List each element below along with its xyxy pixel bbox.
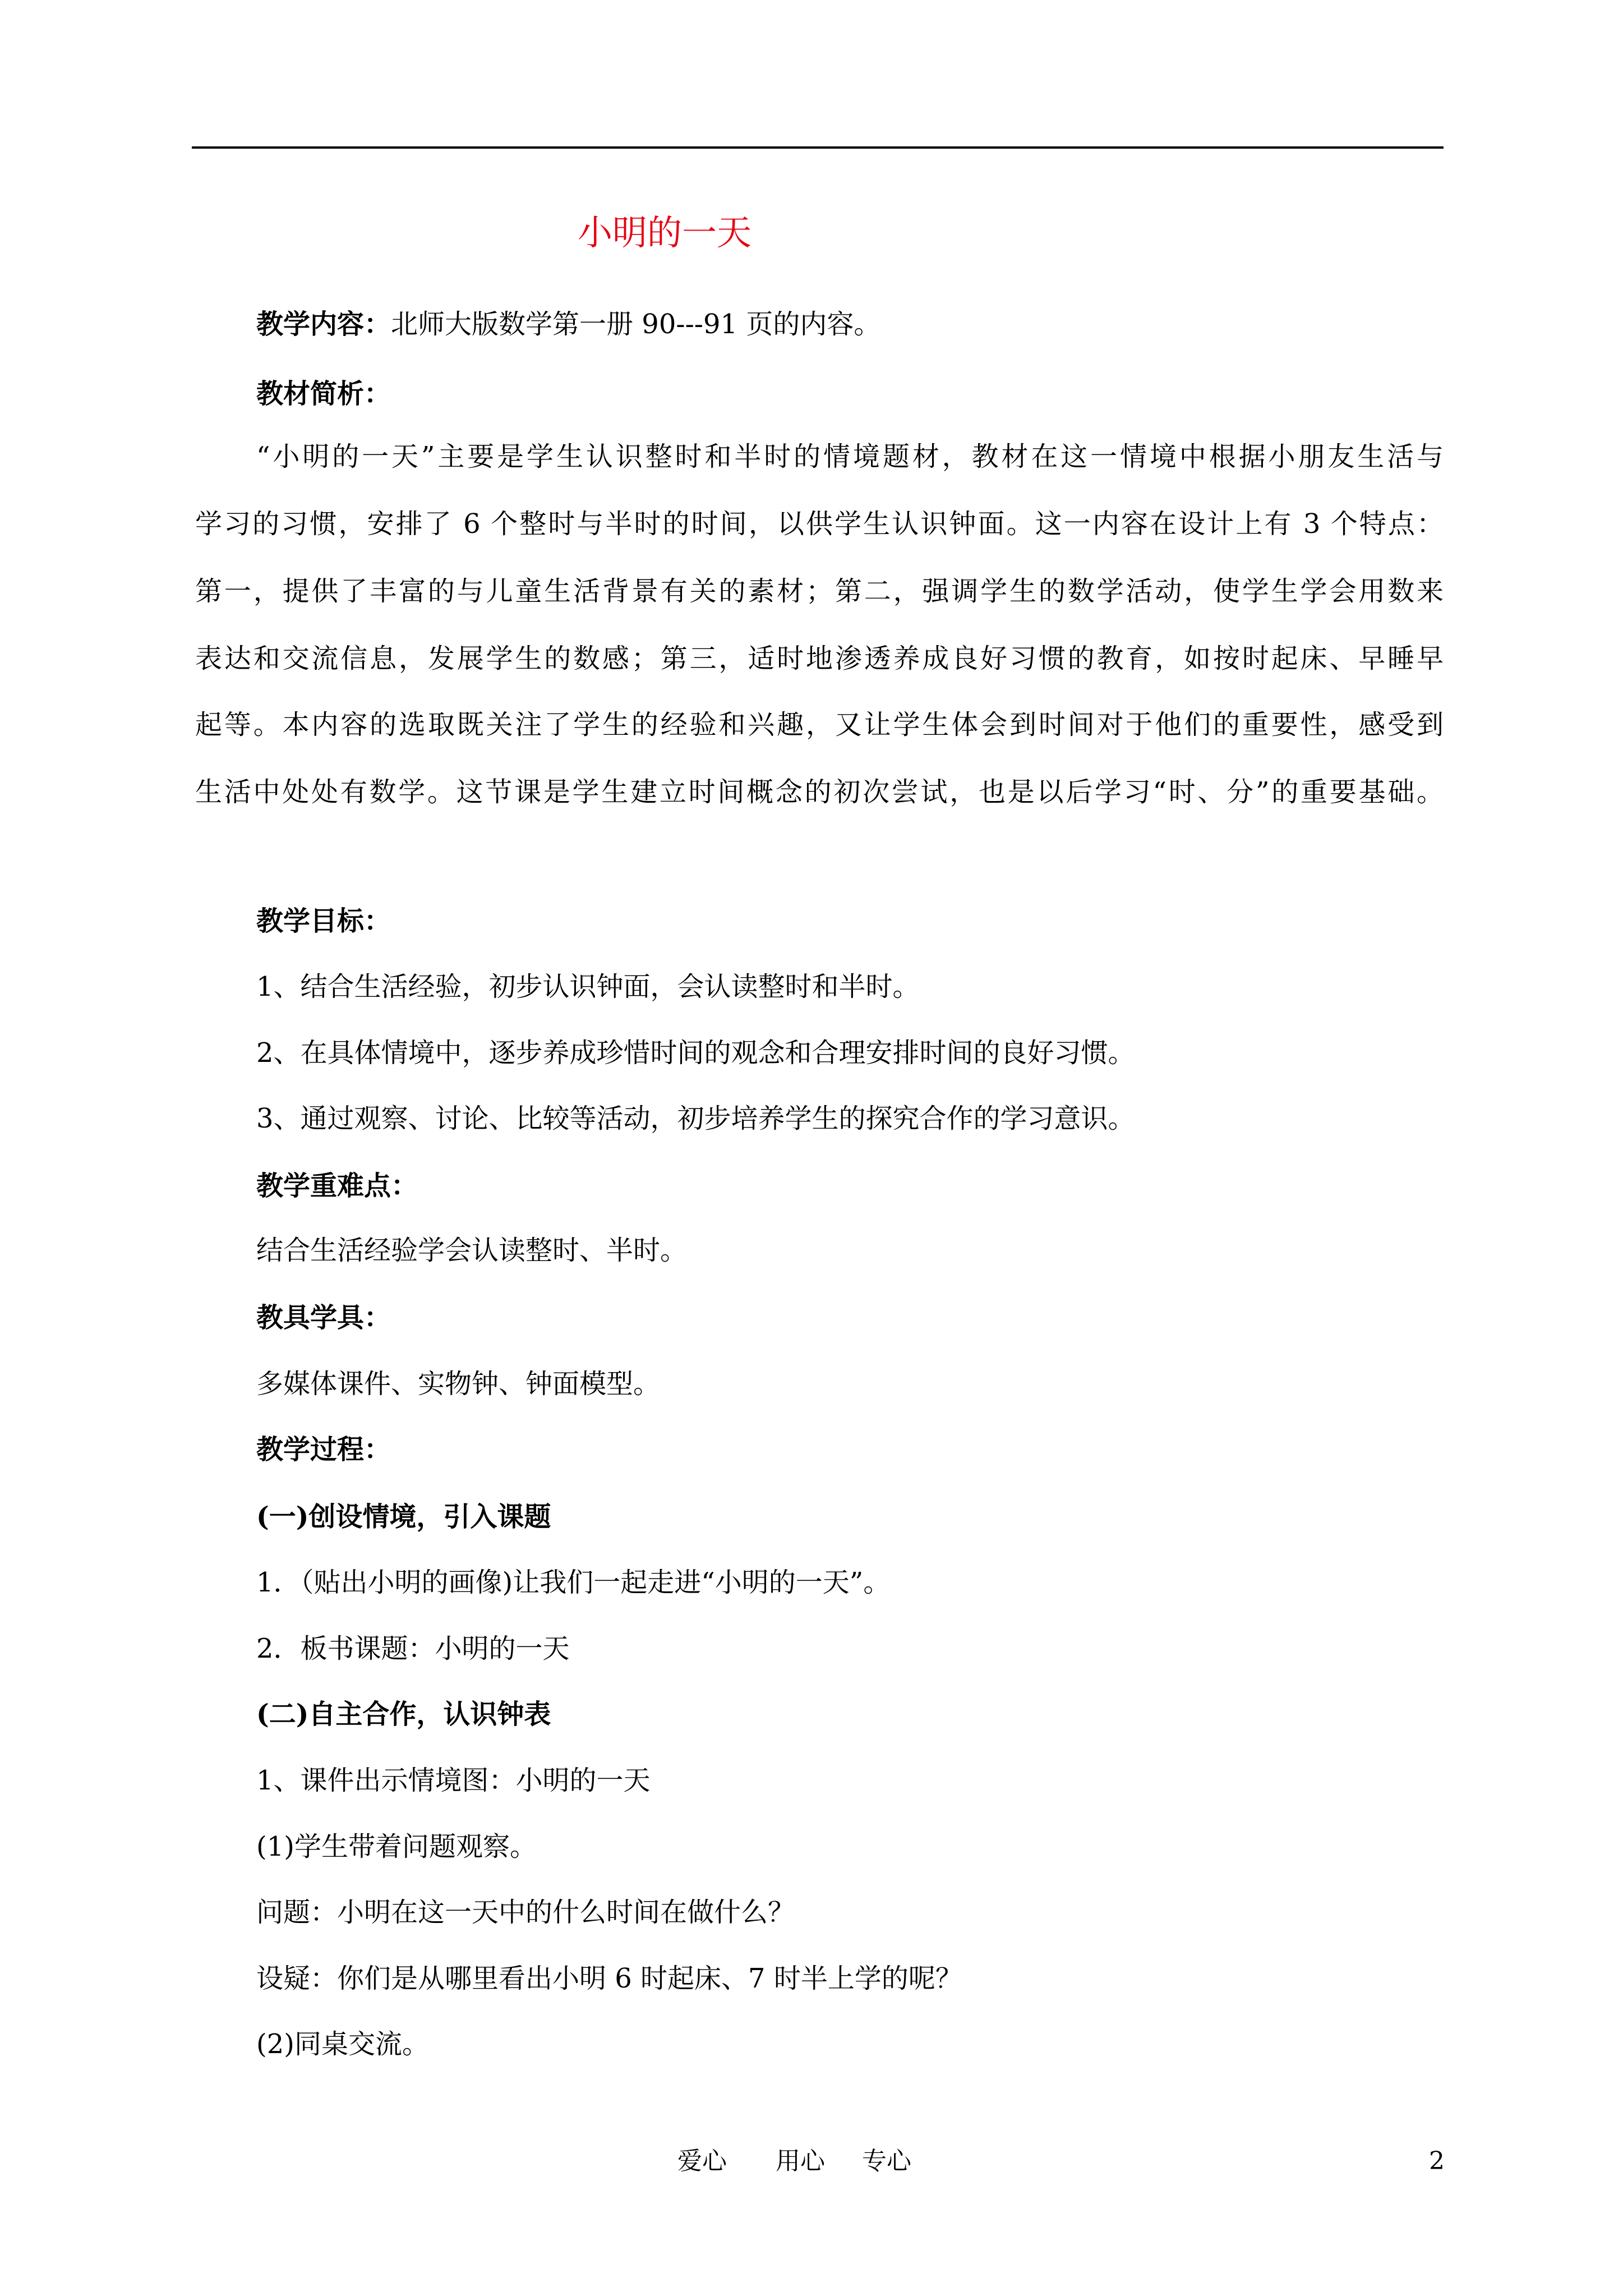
objective-3: 3、通过观察、讨论、比较等活动，初步培养学生的探究合作的学习意识。	[256, 1103, 1135, 1134]
material-analysis-label: 教材简析：	[256, 378, 391, 409]
footer-motto-1: 爱心	[677, 2147, 727, 2175]
teaching-content	[256, 311, 880, 338]
section-2-item-4: 设疑：你们是从哪里看出小明 6 时起床、7 时半上学的呢？	[256, 1963, 962, 1994]
objective-2: 2、在具体情境中，逐步养成珍惜时间的观念和合理安排时间的良好习惯。	[256, 1037, 1135, 1069]
page-number: 2	[1429, 2147, 1445, 2175]
section-2-item-3: 问题：小明在这一天中的什么时间在做什么？	[256, 1897, 795, 1928]
footer-motto-3: 专心	[862, 2147, 911, 2175]
tools-text: 多媒体课件、实物钟、钟面模型。	[256, 1368, 661, 1400]
process-label: 教学过程：	[256, 1434, 391, 1465]
section-2-item-2: (1)学生带着问题观察。	[256, 1831, 537, 1862]
analysis-line-6: 生活中处处有数学。这节课是学生建立时间概念的初次尝试，也是以后学习“时、分”的重要基础。	[195, 776, 1444, 808]
section-1-heading: (一)创设情境，引入课题	[256, 1501, 551, 1533]
analysis-line-2: 学习的习惯，安排了 6 个整时与半时的时间，以供学生认识钟面。这一内容在设计上有 3 个特点：	[195, 508, 1444, 540]
header-rule	[192, 146, 1444, 149]
section-2-heading: (二)自主合作，认识钟表	[256, 1699, 551, 1730]
footer-motto-2: 用心	[776, 2147, 825, 2175]
section-2-item-5: (2)同桌交流。	[256, 2028, 429, 2060]
analysis-line-4: 表达和交流信息，发展学生的数感；第三，适时地渗透养成良好习惯的教育，如按时起床、早睡早	[195, 643, 1444, 674]
analysis-line-3: 第一，提供了丰富的与儿童生活背景有关的素材；第二，强调学生的数学活动，使学生学会用数来	[195, 576, 1444, 607]
analysis-line-1: “小明的一天”主要是学生认识整时和半时的情境题材，教材在这一情境中根据小朋友生活与	[256, 441, 1444, 472]
objective-1: 1、结合生活经验，初步认识钟面，会认读整时和半时。	[256, 971, 920, 1002]
document-title: 小明的一天	[578, 212, 752, 253]
key-points-text: 结合生活经验学会认读整时、半时。	[256, 1235, 688, 1266]
analysis-line-5: 起等。本内容的选取既关注了学生的经验和兴趣，又让学生体会到时间对于他们的重要性，感受到	[195, 709, 1444, 740]
teaching-content-label: 教学内容：	[256, 309, 391, 340]
objectives-label: 教学目标：	[256, 905, 391, 937]
tools-label: 教具学具：	[256, 1302, 391, 1333]
section-1-item-2: 2．板书课题：小明的一天	[256, 1633, 570, 1664]
teaching-content-text: 北师大版数学第一册 90---91 页的内容。	[391, 309, 881, 340]
key-points-label: 教学重难点：	[256, 1170, 418, 1202]
section-1-item-1: 1．（贴出小明的画像)让我们一起走进“小明的一天”。	[256, 1567, 891, 1598]
section-2-item-1: 1、课件出示情境图：小明的一天	[256, 1765, 651, 1796]
